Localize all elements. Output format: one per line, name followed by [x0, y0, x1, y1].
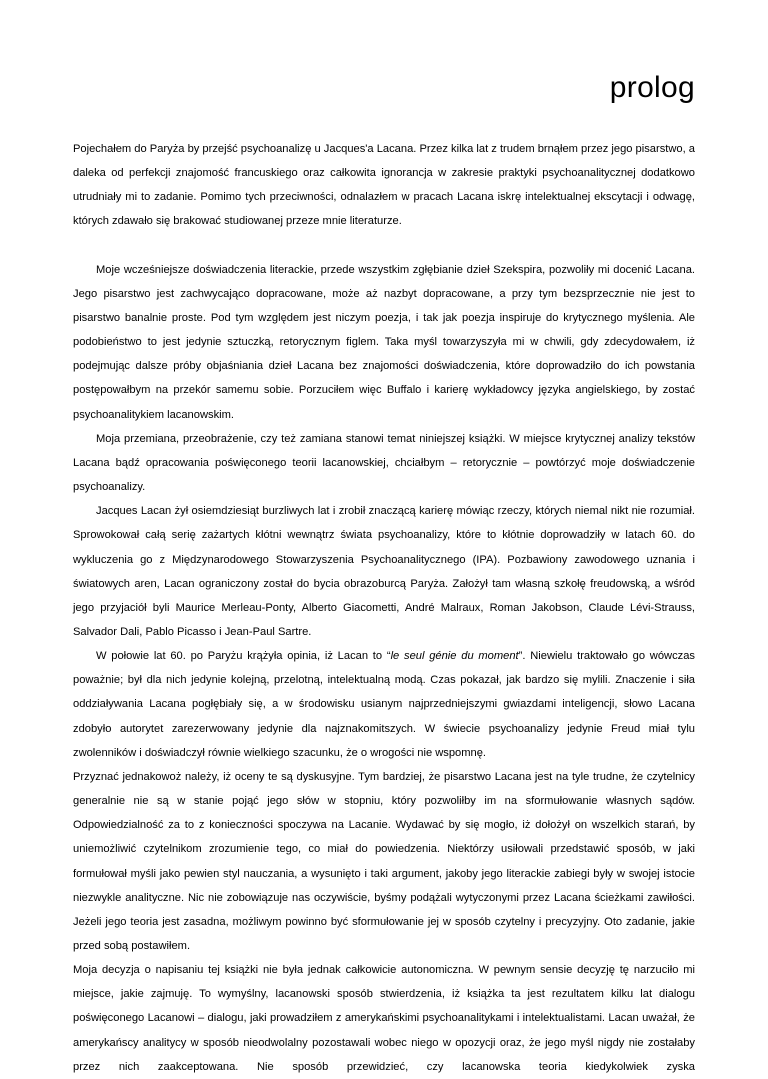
paragraph-4: Jacques Lacan żył osiemdziesiąt burzliwych lat i zrobił znaczącą karierę mówiąc rzeczy, których niemal nikt nie rozumiał. Sprowokował całą serię zażartych kłótni wewnątrz świata psychoanalizy, które to kłótnie doprowadziły w latach 60. do wykluczenia go z Międzynarodowego Stowarzyszenia Psychoanalitycznego (IPA). Pozbawiony zawodowego uznania i światowych aren, Lacan ograniczony został do bycia obrazoburcą Paryża. Założył tam własną szkołę freudowską, a wśród jego przyjaciół byli Maurice Merleau-Ponty, Alberto Giacometti, André Malraux, Roman Jakobson, Claude Lévi-Strauss, Salvador Dali, Pablo Picasso i Jean-Paul Sartre. [73, 505, 695, 638]
paragraph-6: Przyznać jednakowoż należy, iż oceny te są dyskusyjne. Tym bardziej, że pisarstwo Lacana jest na tyle trudne, że czytelnicy generalnie nie są w stanie pojąć jego słów w stopniu, który pozwoliłby im na sformułowanie własnych sądów. Odpowiedzialność za to z konieczności spoczywa na Lacanie. Wydawać by się mogło, iż dołożył on wszelkich starań, by uniemożliwić czytelnikom zrozumienie tego, co miał do powiedzenia. Niektórzy usiłowali przedstawić sposób, w jaki formułował myśli jako pewien styl nauczania, a wysunięto i taki argument, jakoby jego literackie zabiegi były w swojej istocie niezwykle analityczne. Nic nie zobowiązuje nas oczywiście, byśmy podążali wytyczonymi przez Lacana ścieżkami zawiłości. Jeżeli jego teoria jest zasadna, możliwym powinno być sformułowanie jej w sposób czytelny i precyzyjny. Oto zadanie, jakie przed sobą postawiłem. [73, 770, 695, 952]
chapter-title: prolog [609, 71, 695, 104]
paragraph-3: Moja przemiana, przeobrażenie, czy też zamiana stanowi temat niniejszej książki. W miejsce krytycznej analizy tekstów Lacana bądź opracowania poświęconego teorii lacanowskiej, chciałbym – retorycznie – powtórzyć moje doświadczenie psychoanalizy. [73, 432, 695, 494]
paragraph-5-text-after: ”. Niewielu traktowało go wówczas poważnie; był dla nich jedynie kolejną, przelotną, intelektualną modą. Czas pokazał, jak bardzo się mylili. Znaczenie i siła oddziaływania Lacana pogłębiały się, a w środowisku usianym najprzedniejszymi gwiazdami inteligencji, słowo Lacana zdobyło autorytet zarezerwowany jedynie dla najznakomitszych. W świecie psychoanalizy jedynie Freud miał tylu zwolenników i doświadczył równie wielkiego szacunku, że o wrogości nie wspomnę. [73, 650, 695, 759]
paragraph-5-italic-quote: le seul génie du moment [390, 650, 519, 663]
chapter-body [73, 137, 695, 1079]
paragraph-7: Moja decyzja o napisaniu tej książki nie była jednak całkowicie autonomiczna. W pewnym sensie decyzję tę narzuciło mi miejsce, jakie zajmuję. To wymyślny, lacanowski sposób stwierdzenia, iż książka ta jest rezultatem kilku lat dialogu poświęconego Lacanowi – dialogu, jaki prowadziłem z amerykańskimi psychoanalitykami i intelektualistami. Lacan uważał, że amerykańscy analitycy w sposób nieodwolalny pozostawali wobec niego w opozycji oraz, że jego myśl nigdy nie zostałaby przez nich zaakceptowana. Nie sposób przewidzieć, czy lacanowska teoria kiedykolwiek zyska [73, 964, 695, 1073]
paragraph-5 [73, 644, 695, 765]
paragraph-1: Pojechałem do Paryża by przejść psychoanalizę u Jacques'a Lacana. Przez kilka lat z trudem brnąłem przez jego pisarstwo, a daleka od perfekcji znajomość francuskiego oraz całkowita ignorancja w zakresie praktyki psychoanalitycznej dodatkowo utrudniały mi to zadanie. Pomimo tych przeciwności, odnalazłem w pracach Lacana iskrę intelektualnej ekscytacji i odwagę, których zdawało się brakować studiowanej przeze mnie literaturze. [73, 143, 695, 228]
paragraph-2: Moje wcześniejsze doświadczenia literackie, przede wszystkim zgłębianie dzieł Szekspira, pozwoliły mi docenić Lacana. Jego pisarstwo jest zachwycająco dopracowane, może aż nazbyt dopracowane, a przy tym bezsprzecznie nie jest to pisarstwo banalnie proste. Pod tym względem jest niczym poezja, i tak jak poezja inspiruje do krytycznego myślenia. Ale podobieństwo to jest jedynie sztuczką, retorycznym figlem. Taka myśl towarzyszyła mi w chwili, gdy zdecydowałem, iż podejmując dalsze próby objaśniania dzieł Lacana bez znajomości doświadczenia, które doprowadziło do ich powstania postępowałbym na przekór samemu sobie. Porzuciłem więc Buffalo i karierę wykładowcy języka angielskiego, by zostać psychoanalitykiem lacanowskim. [73, 263, 695, 421]
paragraph-5-text-before: W połowie lat 60. po Paryżu krążyła opinia, iż Lacan to “ [96, 650, 391, 663]
document-page [73, 0, 695, 1079]
